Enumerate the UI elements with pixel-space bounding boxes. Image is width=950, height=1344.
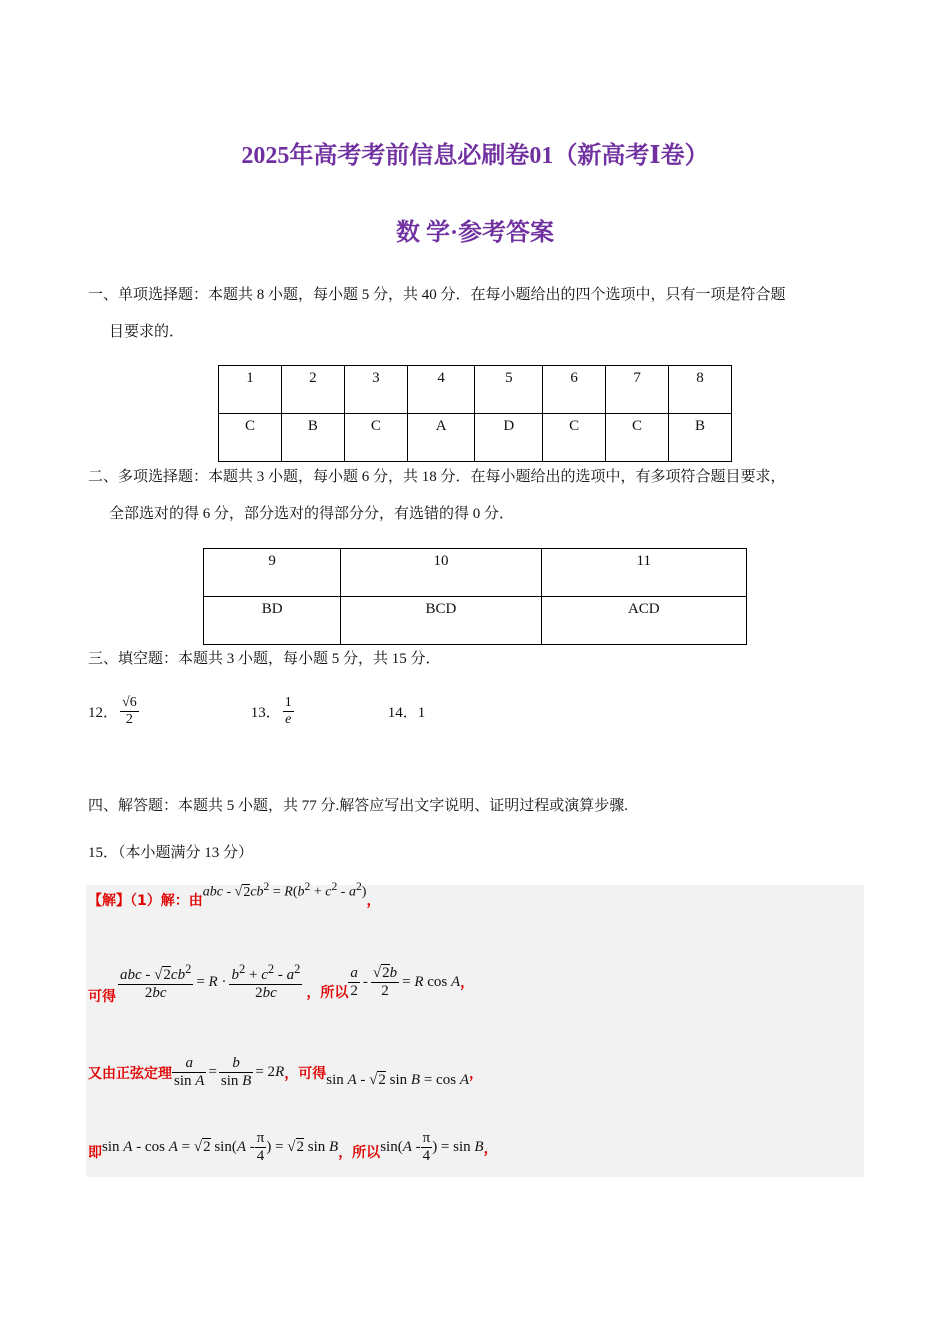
math-fraction: $\frac{\pi}{4}$: [422, 1130, 431, 1164]
solution-line-1: 【解】（1）解：由 abc - $√2cb^2 = R(b^2 + c^2 - a^2)$ ，: [88, 880, 381, 910]
table-cell: 4: [407, 366, 475, 414]
section2-heading: 二、多项选择题：本题共 3 小题，每小题 6 分，共 18 分．在每小题给出的选项中，有多项符合题目要求，: [88, 469, 786, 485]
q12-answer: $\frac{√6}{2}$: [122, 695, 137, 727]
table-cell: ACD: [541, 597, 746, 645]
math-fraction: $\frac{a}{2}$: [350, 964, 358, 999]
math-fraction: $\frac{\pi}{4}$: [256, 1130, 265, 1164]
table-cell: 8: [669, 366, 732, 414]
section3-heading: 三、填空题：本题共 3 小题，每小题 5 分，共 15 分．: [88, 651, 441, 667]
section2-heading-cont: 全部选对的得 6 分，部分选对的得部分分，有选错的得 0 分．: [109, 506, 515, 522]
table-cell: D: [475, 414, 543, 462]
solution-line-3: 又由正弦定理 $\frac{a}{\text{sin A}}$ = $\frac{b}{\text{sin B}}$ = 2R ，可得 sin A - √2 sin B = cos A ，: [88, 1055, 483, 1089]
table-cell: 6: [543, 366, 606, 414]
table-cell: BCD: [341, 597, 541, 645]
table-cell: B: [281, 414, 344, 462]
math-fraction: $\frac{abc - √2cb^2}{2bc}$: [120, 962, 192, 1001]
math-fraction: $\frac{a}{\text{sin A}}$: [174, 1055, 205, 1089]
table-row: [219, 414, 732, 462]
table-cell: C: [606, 414, 669, 462]
solution-line-4: 即 sin A - cos A = √2 sin(A - $\frac{\pi}{4}$ ) = √2 sin B ，所以 sin(A - $\frac{\pi}{4}$ ) = sin B ，: [88, 1130, 498, 1164]
document-subtitle: 数 学·参考答案: [395, 220, 554, 246]
table-row: [204, 549, 747, 597]
table-cell: 3: [344, 366, 407, 414]
table-cell: BD: [204, 597, 341, 645]
fill-in-answers: [88, 695, 425, 728]
table-cell: 7: [606, 366, 669, 414]
math-expression: sin A - √2 sin B = cos A: [326, 1072, 469, 1088]
table-row: [219, 366, 732, 414]
math-expression: sin A - cos A = √2 sin(A -: [102, 1139, 255, 1155]
document-title: 2025年高考考前信息必刷卷01（新高考Ⅰ卷）: [241, 143, 709, 169]
q13-label: 13．: [250, 705, 281, 721]
table-cell: A: [407, 414, 475, 462]
table-row: [204, 597, 747, 645]
math-fraction: $\frac{b^2 + c^2 - a^2}{2bc}$: [231, 962, 301, 1001]
q12-label: 12．: [88, 705, 119, 721]
table-cell: C: [219, 414, 282, 462]
section1-heading: 一、单项选择题：本题共 8 小题，每小题 5 分，共 40 分．在每小题给出的四个选项中，只有一项是符合题: [88, 287, 786, 303]
solution-line-2: 可得 $\frac{abc - √2cb^2}{2bc}$ = R · $\frac{b^2 + c^2 - a^2}{2bc}$ ，所以 $\frac{a}{2}$ - $\frac{√2b}{2}$ = R cos A ，: [88, 962, 475, 1005]
math-fraction: $\frac{b}{\text{sin B}}$: [220, 1055, 252, 1089]
question-15-heading: 15．（本小题满分 13 分）: [88, 845, 254, 861]
single-choice-answer-table: [218, 365, 732, 462]
table-cell: B: [669, 414, 732, 462]
table-cell: C: [344, 414, 407, 462]
multi-choice-answer-table: [203, 548, 747, 645]
table-cell: 9: [204, 549, 341, 597]
table-cell: 10: [341, 549, 541, 597]
section4-heading: 四、解答题：本题共 5 小题，共 77 分.解答应写出文字说明、证明过程或演算步骤.: [88, 798, 629, 814]
table-cell: 11: [541, 549, 746, 597]
table-cell: 1: [219, 366, 282, 414]
section1-heading-cont: 目要求的．: [109, 324, 185, 340]
q13-answer: $\frac{1}{e}$: [284, 695, 292, 727]
table-cell: 5: [475, 366, 543, 414]
table-cell: 2: [281, 366, 344, 414]
q14-answer: 14．1: [387, 705, 426, 721]
math-fraction: $\frac{√2b}{2}$: [372, 964, 398, 999]
math-expression: abc - $√2cb^2 = R(b^2 + c^2 - a^2)$: [202, 880, 367, 900]
table-cell: C: [543, 414, 606, 462]
